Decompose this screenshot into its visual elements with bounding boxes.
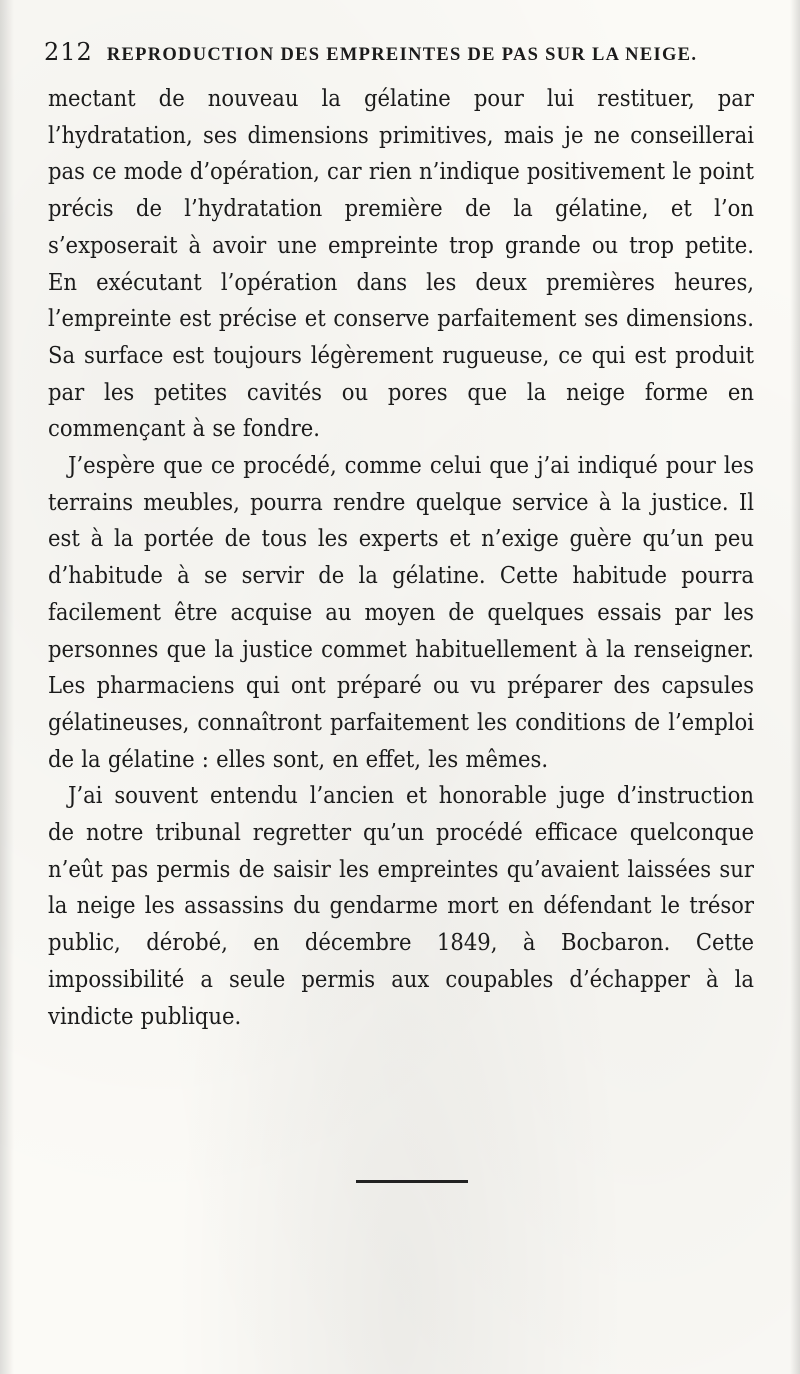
paragraph-3: J’ai souvent entendu l’ancien et honorable juge d’instruction de notre tribunal regretter qu’un procédé efficace quelconque n’eût pas permis de saisir les empreintes qu’avaient laissées sur la neige les assassins du gendarme mort en défendant le trésor public, dérobé, en décembre 1849, à Bocbaron. Cette impossibilité a seule permis aux coupables d’échapper à la vindicte publique. [48,781,754,1030]
paragraph-1: mectant de nouveau la gélatine pour lui restituer, par l’hydratation, ses dimensions primitives, mais je ne conseillerai pas ce mode d’opération, car rien n’indique positivement le point précis de l’hydratation première de la gélatine, et l’on s’exposerait à avoir une empreinte trop grande ou trop petite. En exécutant l’opération dans les deux premières heures, l’empreinte est précise et conserve parfaitement ses dimensions. Sa surface est toujours légèrement rugueuse, ce qui est produit par les petites cavités ou pores que la neige forme en commençant à se fondre. [48,84,754,443]
page-number: 212 [44,38,93,66]
running-title: REPRODUCTION DES EMPREINTES DE PAS SUR LA NEIGE. [106,45,698,65]
section-end-rule [356,1180,468,1183]
running-head [44,38,760,72]
paragraph-2: J’espère que ce procédé, comme celui que j’ai indiqué pour les terrains meubles, pourra rendre quelque service à la justice. Il est à la portée de tous les experts et n’exige guère qu’un peu d’habitude à se servir de la gélatine. Cette habitude pourra facilement être acquise au moyen de quelques essais par les personnes que la justice commet habituellement à la renseigner. Les pharmaciens qui ont préparé ou vu préparer des capsules gélatineuses, connaîtront parfaitement les conditions de l’emploi de la gélatine : elles sont, en effet, les mêmes. [48,451,754,773]
body-text [48,80,754,1034]
